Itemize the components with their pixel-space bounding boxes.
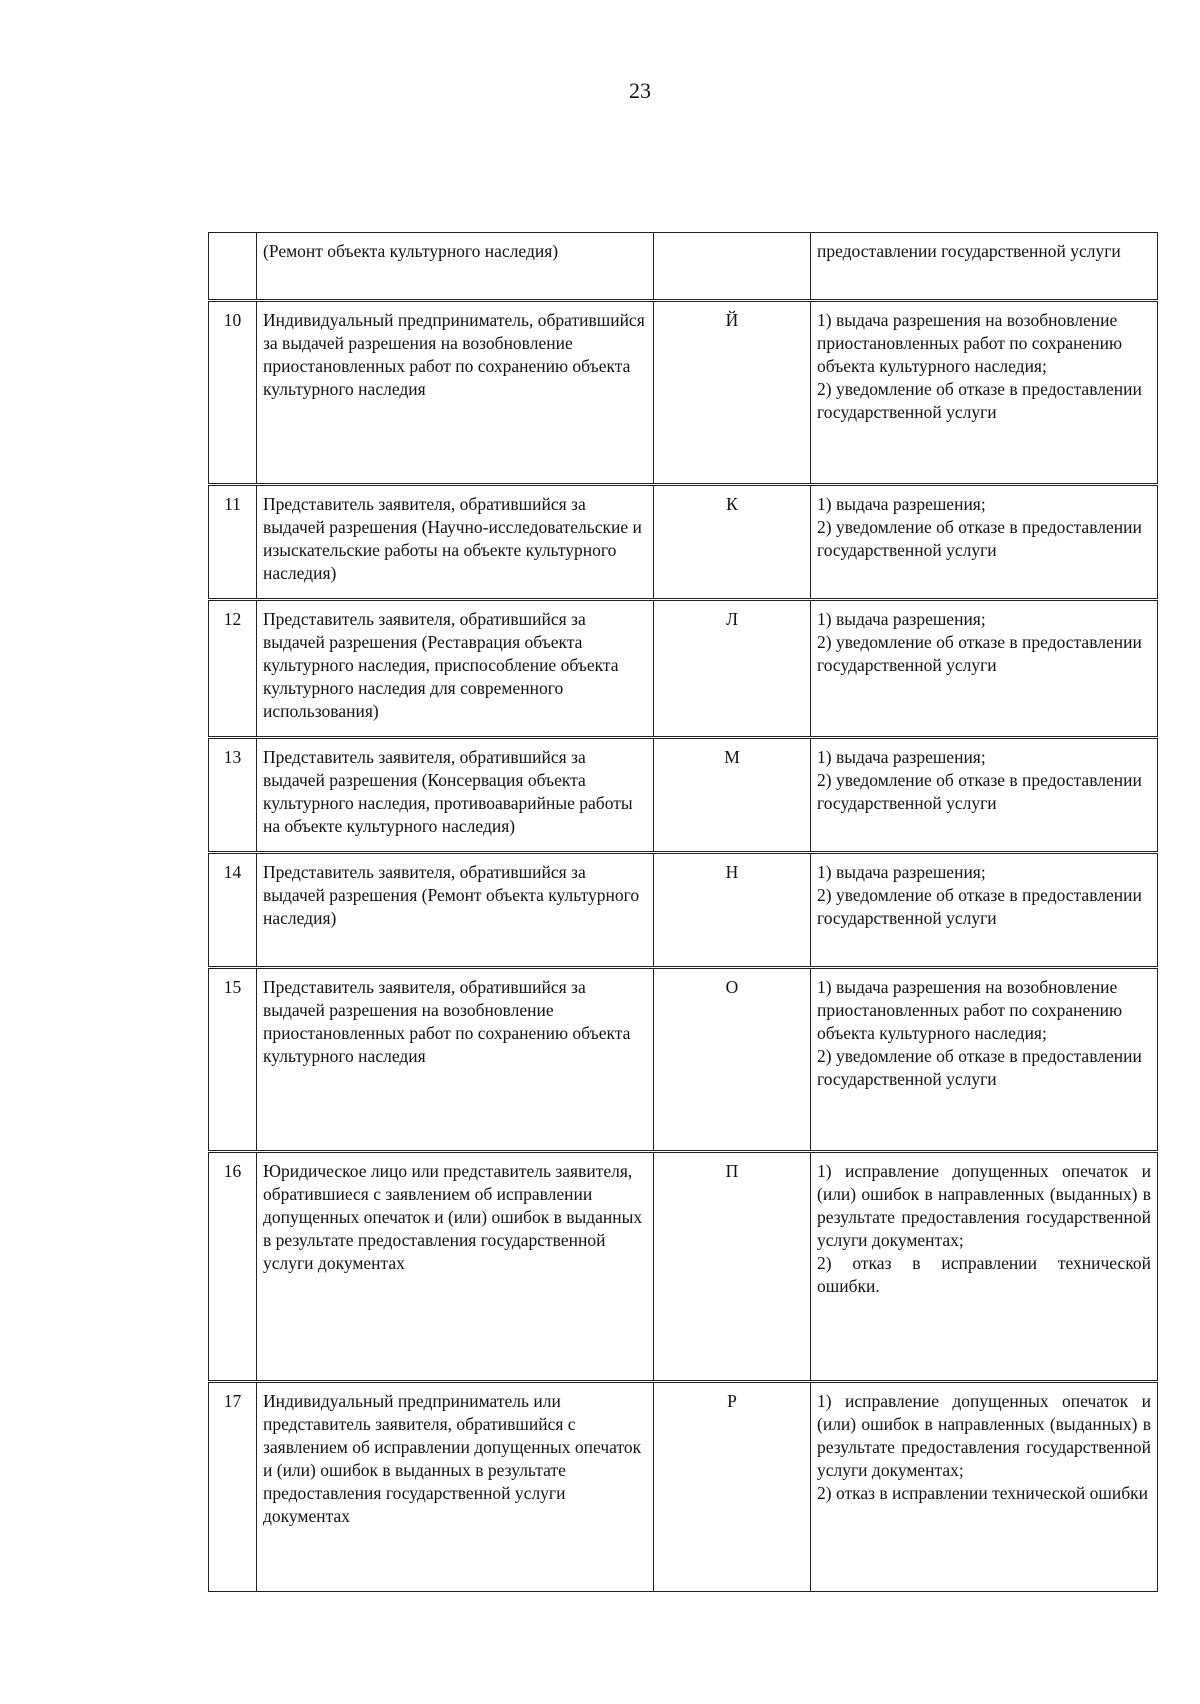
result-cell: предоставлении государственной услуги <box>811 233 1158 301</box>
row-number: 17 <box>209 1382 257 1592</box>
table-row <box>209 485 1158 600</box>
code-cell: Н <box>654 853 811 968</box>
row-number <box>209 233 257 301</box>
applicant-cell: (Ремонт объекта культурного наследия) <box>257 233 654 301</box>
result-cell: 1) выдача разрешения; 2) уведомление об отказе в предоставлении государственной услуги <box>811 853 1158 968</box>
code-cell: П <box>654 1152 811 1382</box>
result-cell: 1) выдача разрешения на возобновление приостановленных работ по сохранению объекта культурного наследия; 2) уведомление об отказе в предоставлении государственной услуги <box>811 301 1158 485</box>
row-number: 12 <box>209 600 257 738</box>
table-row <box>209 600 1158 738</box>
result-cell: 1) выдача разрешения на возобновление приостановленных работ по сохранению объекта культурного наследия; 2) уведомление об отказе в предоставлении государственной услуги <box>811 968 1158 1152</box>
table-row <box>209 853 1158 968</box>
row-number: 16 <box>209 1152 257 1382</box>
result-cell: 1) выдача разрешения; 2) уведомление об отказе в предоставлении государственной услуги <box>811 600 1158 738</box>
result-cell: 1) исправление допущенных опечаток и (или) ошибок в направленных (выданных) в результате предоставления государственной услуги документах; 2) отказ в исправлении технической ошибки. <box>811 1152 1158 1382</box>
applicant-cell: Представитель заявителя, обратившийся за выдачей разрешения на возобновление приостановленных работ по сохранению объекта культурного наследия <box>257 968 654 1152</box>
table-row <box>209 1152 1158 1382</box>
page-number: 23 <box>629 78 651 103</box>
row-number: 11 <box>209 485 257 600</box>
row-number: 13 <box>209 738 257 853</box>
table-row <box>209 738 1158 853</box>
applicant-cell: Представитель заявителя, обратившийся за выдачей разрешения (Научно-исследовательские и изыскательские работы на объекте культурного наследия) <box>257 485 654 600</box>
applicant-cell: Юридическое лицо или представитель заявителя, обратившиеся с заявлением об исправлении допущенных опечаток и (или) ошибок в выданных в результате предоставления государственной услуги документах <box>257 1152 654 1382</box>
code-cell: Й <box>654 301 811 485</box>
code-cell: М <box>654 738 811 853</box>
code-cell: К <box>654 485 811 600</box>
row-number: 14 <box>209 853 257 968</box>
table-row <box>209 968 1158 1152</box>
code-cell: Р <box>654 1382 811 1592</box>
code-cell: Л <box>654 600 811 738</box>
row-number: 15 <box>209 968 257 1152</box>
table-row <box>209 1382 1158 1592</box>
applicant-cell: Представитель заявителя, обратившийся за выдачей разрешения (Консервация объекта культурного наследия, противоаварийные работы на объекте культурного наследия) <box>257 738 654 853</box>
result-cell: 1) исправление допущенных опечаток и (или) ошибок в направленных (выданных) в результате предоставления государственной услуги документах; 2) отказ в исправлении технической ошибки <box>811 1382 1158 1592</box>
result-cell: 1) выдача разрешения; 2) уведомление об отказе в предоставлении государственной услуги <box>811 485 1158 600</box>
table-row <box>209 301 1158 485</box>
result-cell: 1) выдача разрешения; 2) уведомление об отказе в предоставлении государственной услуги <box>811 738 1158 853</box>
code-cell <box>654 233 811 301</box>
applicant-cell: Представитель заявителя, обратившийся за выдачей разрешения (Ремонт объекта культурного наследия) <box>257 853 654 968</box>
applicant-cell: Представитель заявителя, обратившийся за выдачей разрешения (Реставрация объекта культурного наследия, приспособление объекта культурного наследия для современного использования) <box>257 600 654 738</box>
applicant-cell: Индивидуальный предприниматель, обратившийся за выдачей разрешения на возобновление приостановленных работ по сохранению объекта культурного наследия <box>257 301 654 485</box>
table-row <box>209 233 1158 301</box>
row-number: 10 <box>209 301 257 485</box>
code-cell: О <box>654 968 811 1152</box>
applicant-cell: Индивидуальный предприниматель или представитель заявителя, обратившийся с заявлением об исправлении допущенных опечаток и (или) ошибок в выданных в результате предоставления государственной услуги документах <box>257 1382 654 1592</box>
services-table <box>208 232 1158 1592</box>
